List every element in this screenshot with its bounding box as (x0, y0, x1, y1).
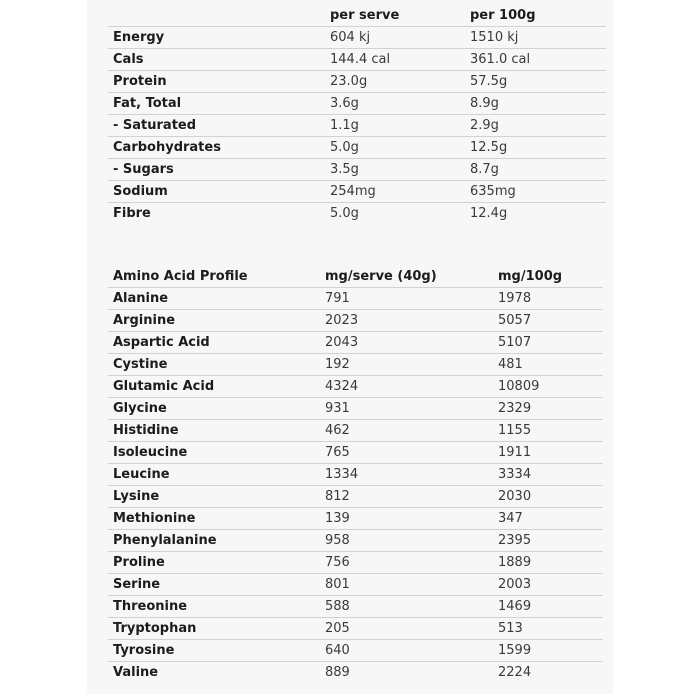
nutrient-name: - Sugars (108, 159, 325, 181)
nutrient-name: Energy (108, 27, 325, 49)
table-row (108, 574, 603, 596)
amino-per-100g: 2224 (498, 665, 532, 680)
table-row (108, 398, 603, 420)
amino-per-100g: 1155 (493, 420, 603, 442)
amino-per-serve: 958 (320, 530, 493, 552)
nutrient-name: Carbohydrates (108, 137, 325, 159)
nutrient-per-serve: 3.5g (325, 159, 465, 181)
table-row (108, 203, 606, 225)
amino-name: Aspartic Acid (108, 332, 320, 354)
nutrient-per-serve: 23.0g (325, 71, 465, 93)
table-row (108, 159, 606, 181)
amino-name: Methionine (108, 508, 320, 530)
amino-per-serve: 4324 (320, 376, 493, 398)
nutrient-per-serve: 604 kj (325, 27, 465, 49)
nutrient-per-100g: 2.9g (465, 115, 606, 137)
table-row (108, 640, 603, 662)
table-row (108, 137, 606, 159)
nutrient-name: Fibre (113, 206, 151, 221)
amino-acid-table (108, 266, 603, 683)
table-row (108, 596, 603, 618)
amino-per-serve: 765 (320, 442, 493, 464)
amino-per-100g: 2395 (493, 530, 603, 552)
table-row (108, 181, 606, 203)
amino-name: Phenylalanine (108, 530, 320, 552)
amino-name: Proline (108, 552, 320, 574)
amino-name: Lysine (108, 486, 320, 508)
amino-name: Valine (113, 665, 159, 680)
amino-per-serve: 640 (320, 640, 493, 662)
amino-per-100g: 481 (493, 354, 603, 376)
amino-name: Isoleucine (108, 442, 320, 464)
table-row (108, 420, 603, 442)
nutrition-header-name (108, 5, 325, 27)
amino-per-100g: 513 (493, 618, 603, 640)
table-row (108, 27, 606, 49)
amino-per-100g: 1889 (493, 552, 603, 574)
table-row (108, 354, 603, 376)
nutrient-name: Cals (108, 49, 325, 71)
table-row (108, 618, 603, 640)
amino-per-serve: 1334 (320, 464, 493, 486)
amino-per-100g: 2329 (493, 398, 603, 420)
amino-name: Serine (108, 574, 320, 596)
amino-per-100g: 10809 (493, 376, 603, 398)
table-row (108, 310, 603, 332)
nutrient-per-100g: 57.5g (465, 71, 606, 93)
amino-per-serve: 462 (320, 420, 493, 442)
nutrient-per-100g: 1510 kj (465, 27, 606, 49)
amino-header-name: Amino Acid Profile (108, 266, 320, 288)
nutrient-per-serve: 254mg (325, 181, 465, 203)
amino-per-100g: 1469 (493, 596, 603, 618)
amino-per-100g: 3334 (493, 464, 603, 486)
amino-per-serve: 139 (320, 508, 493, 530)
amino-per-serve: 2043 (320, 332, 493, 354)
nutrient-name: Fat, Total (108, 93, 325, 115)
amino-per-serve: 931 (320, 398, 493, 420)
amino-per-serve: 192 (320, 354, 493, 376)
table-row (108, 288, 603, 310)
amino-header-per-100g: mg/100g (493, 266, 603, 288)
amino-per-100g: 347 (493, 508, 603, 530)
amino-per-serve: 205 (320, 618, 493, 640)
amino-per-serve: 791 (320, 288, 493, 310)
nutrient-per-100g: 12.4g (470, 206, 508, 221)
nutrition-header-per-serve: per serve (325, 5, 465, 27)
nutrition-table (108, 5, 606, 224)
nutrient-per-serve: 5.0g (330, 206, 359, 221)
nutrient-per-100g: 8.7g (465, 159, 606, 181)
nutrient-per-100g: 635mg (465, 181, 606, 203)
table-row (108, 71, 606, 93)
amino-name: Tyrosine (108, 640, 320, 662)
table-row (108, 486, 603, 508)
amino-name: Cystine (108, 354, 320, 376)
nutrient-per-serve: 3.6g (325, 93, 465, 115)
nutrient-name: - Saturated (108, 115, 325, 137)
amino-name: Alanine (108, 288, 320, 310)
nutrient-per-serve: 144.4 cal (325, 49, 465, 71)
nutrient-per-100g: 8.9g (465, 93, 606, 115)
amino-per-100g: 1599 (493, 640, 603, 662)
table-row (108, 552, 603, 574)
nutrient-name: Protein (108, 71, 325, 93)
amino-per-100g: 1911 (493, 442, 603, 464)
table-row (108, 464, 603, 486)
table-row (108, 376, 603, 398)
nutrient-per-serve: 1.1g (325, 115, 465, 137)
amino-name: Tryptophan (108, 618, 320, 640)
amino-per-serve: 756 (320, 552, 493, 574)
amino-per-serve: 588 (320, 596, 493, 618)
amino-per-100g: 2030 (493, 486, 603, 508)
amino-per-100g: 1978 (493, 288, 603, 310)
amino-per-serve: 2023 (320, 310, 493, 332)
nutrition-header-row (108, 5, 606, 27)
table-row (108, 530, 603, 552)
table-row (108, 442, 603, 464)
amino-name: Leucine (108, 464, 320, 486)
amino-name: Glutamic Acid (108, 376, 320, 398)
amino-per-100g: 2003 (493, 574, 603, 596)
table-row (108, 662, 603, 684)
nutrient-per-100g: 12.5g (465, 137, 606, 159)
nutrient-name: Sodium (108, 181, 325, 203)
amino-header-per-serve: mg/serve (40g) (320, 266, 493, 288)
amino-name: Arginine (108, 310, 320, 332)
amino-name: Glycine (108, 398, 320, 420)
table-row (108, 49, 606, 71)
nutrient-per-serve: 5.0g (325, 137, 465, 159)
amino-per-serve: 812 (320, 486, 493, 508)
amino-per-serve: 889 (325, 665, 350, 680)
nutrition-header-per-100g: per 100g (465, 5, 606, 27)
table-row (108, 332, 603, 354)
amino-per-100g: 5057 (493, 310, 603, 332)
amino-header-row (108, 266, 603, 288)
amino-per-100g: 5107 (493, 332, 603, 354)
amino-name: Threonine (108, 596, 320, 618)
nutrient-per-100g: 361.0 cal (465, 49, 606, 71)
amino-name: Histidine (108, 420, 320, 442)
table-row (108, 115, 606, 137)
table-row (108, 508, 603, 530)
amino-per-serve: 801 (320, 574, 493, 596)
table-row (108, 93, 606, 115)
